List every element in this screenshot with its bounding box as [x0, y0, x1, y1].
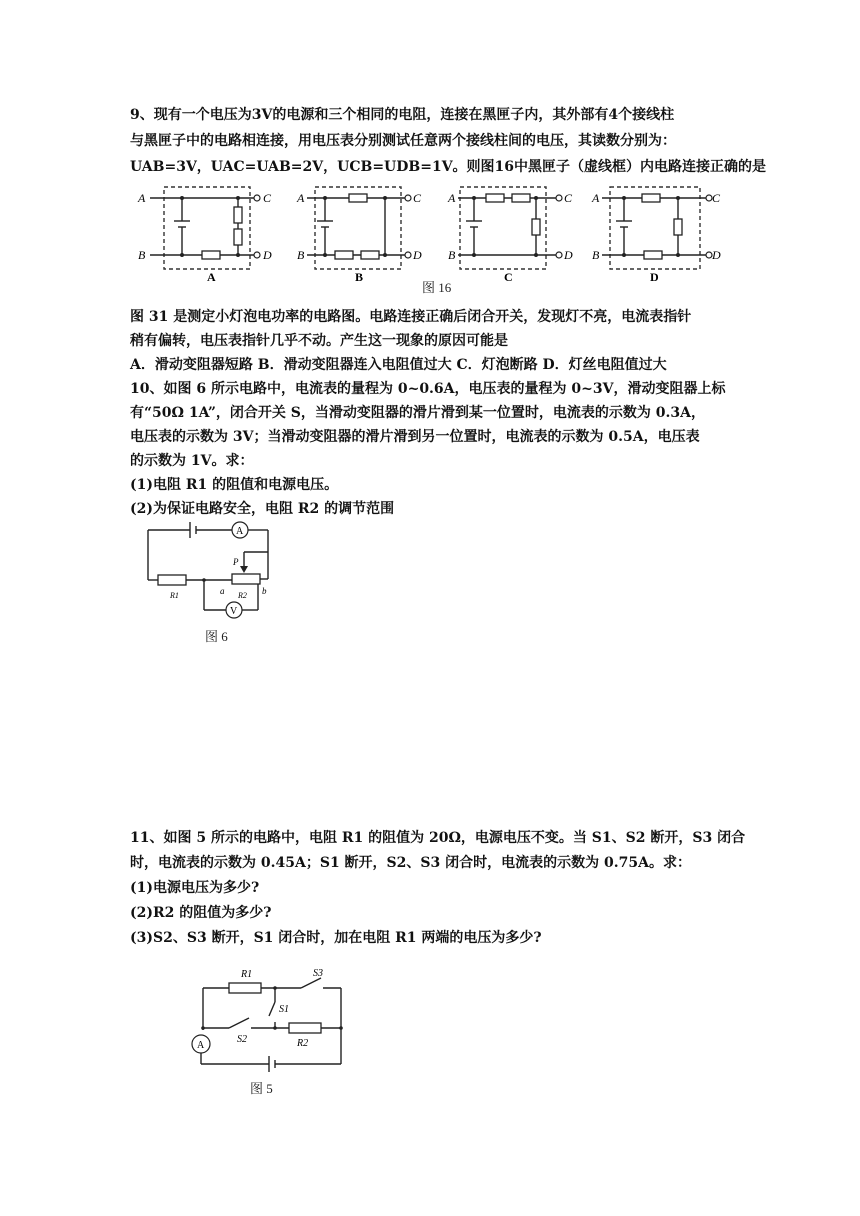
option-d-circuit — [591, 187, 721, 283]
svg-text:A: A — [592, 191, 600, 205]
point-b-label: b — [262, 586, 267, 596]
point-a-label: a — [220, 586, 225, 596]
s2-switch — [229, 1018, 249, 1028]
q9-line1: 9、现有一个电压为3V的电源和三个相同的电阻，连接在黑匣子内，其外部有4个接线柱 — [130, 107, 675, 123]
s1-switch — [269, 1002, 275, 1016]
svg-text:C: C — [413, 191, 422, 205]
q11-sub3: (3)S2、S3 断开，S1 闭合时，加在电阻 R1 两端的电压为多少? — [130, 930, 542, 946]
terminal-label-d: D — [263, 248, 272, 262]
figure-5-caption: 图 5 — [250, 1081, 273, 1096]
s1-label: S1 — [279, 1004, 289, 1015]
q10-line4: 的示数为 1V。求： — [130, 453, 254, 469]
q31-line2: 稍有偏转，电压表指针几乎不动。产生这一现象的原因可能是 — [130, 333, 508, 349]
svg-text:D: D — [564, 248, 573, 262]
svg-text:B: B — [448, 248, 456, 262]
svg-text:B: B — [297, 248, 305, 262]
terminal-label-a: A — [138, 191, 146, 205]
r2-label: R2 — [297, 1038, 309, 1049]
s3-switch — [301, 978, 321, 988]
r1-resistor — [158, 575, 186, 585]
r1-resistor — [229, 983, 261, 993]
r1-label: R1 — [241, 969, 253, 980]
s2-label: S2 — [237, 1034, 247, 1045]
figure-16-caption: 图 16 — [422, 280, 452, 295]
figure-6-caption: 图 6 — [205, 629, 228, 644]
q10-line2: 有“50Ω 1A”，闭合开关 S，当滑动变阻器的滑片滑到某一位置时，电流表的示数为 0.3A， — [130, 405, 705, 421]
option-c-label: C — [504, 270, 513, 283]
figure-6 — [140, 518, 290, 628]
slider-p-label: P — [233, 557, 239, 567]
q11-sub1: (1)电源电压为多少? — [130, 880, 260, 896]
figure-16 — [130, 183, 730, 283]
svg-text:D: D — [712, 248, 721, 262]
option-a-label: A — [207, 270, 216, 283]
svg-text:A: A — [448, 191, 456, 205]
s3-label: S3 — [313, 968, 323, 979]
q10-line1: 10、如图 6 所示电路中，电流表的量程为 0~0.6A，电压表的量程为 0~3V，滑动变阻器上标 — [130, 381, 726, 397]
voltmeter-label: V — [230, 606, 238, 617]
ammeter-label: A — [236, 526, 244, 537]
option-b-circuit — [296, 187, 422, 283]
svg-text:A: A — [297, 191, 305, 205]
svg-text:B: B — [592, 248, 600, 262]
q10-sub1: (1)电阻 R1 的阻值和电源电压。 — [130, 477, 339, 493]
r2-rheostat — [232, 574, 260, 584]
q31-line1: 图 31 是测定小灯泡电功率的电路图。电路连接正确后闭合开关，发现灯不亮，电流表指针 — [130, 309, 692, 325]
q10-line3: 电压表的示数为 3V；当滑动变阻器的滑片滑到另一位置时，电流表的示数为 0.5A，电压表 — [130, 429, 700, 445]
q11-sub2: (2)R2 的阻值为多少? — [130, 905, 272, 921]
ammeter-label: A — [197, 1040, 205, 1051]
r2-label: R2 — [238, 591, 247, 600]
q9-line3: UAB=3V，UAC=UAB=2V，UCB=UDB=1V。则图16中黑匣子（虚线框）内电路连接正确的是 — [130, 159, 767, 175]
terminal-label-c: C — [263, 191, 272, 205]
option-a-circuit — [137, 187, 272, 283]
figure-5 — [185, 960, 355, 1080]
q10-sub2: (2)为保证电路安全，电阻 R2 的调节范围 — [130, 501, 395, 517]
q9-line2: 与黑匣子中的电路相连接，用电压表分别测试任意两个接线柱间的电压，其读数分别为： — [130, 133, 676, 149]
terminal-label-b: B — [138, 248, 146, 262]
q11-line2: 时，电流表的示数为 0.45A；S1 断开，S2、S3 闭合时，电流表的示数为 0.75A。求： — [130, 855, 691, 871]
option-b-label: B — [355, 270, 364, 283]
option-c-circuit — [447, 187, 573, 283]
r1-label: R1 — [170, 591, 179, 600]
svg-text:D: D — [413, 248, 422, 262]
svg-text:C: C — [564, 191, 573, 205]
r2-resistor — [289, 1023, 321, 1033]
q31-choices: A．滑动变阻器短路 B．滑动变阻器连入电阻值过大 C．灯泡断路 D．灯丝电阻值过大 — [130, 357, 667, 373]
option-d-label: D — [650, 270, 659, 283]
svg-text:C: C — [712, 191, 721, 205]
q11-line1: 11、如图 5 所示的电路中，电阻 R1 的阻值为 20Ω，电源电压不变。当 S1、S2 断开，S3 闭合 — [130, 830, 746, 846]
